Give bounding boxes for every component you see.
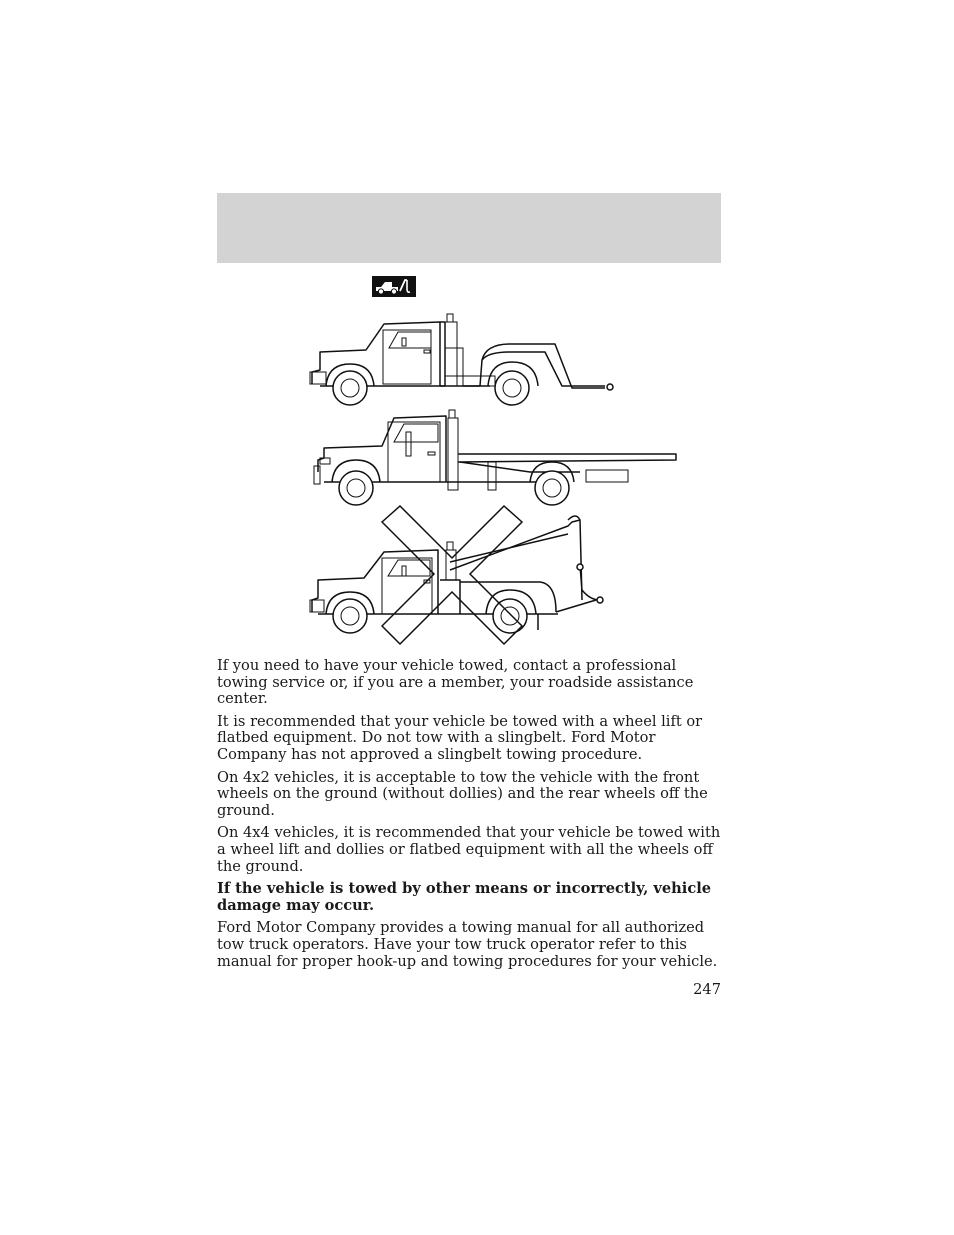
- paragraph-wheel-lift-recommendation: It is recommended that your vehicle be towed with a wheel lift or flatbed equipment. Do not tow with a slingbelt. Ford Motor Company has not approved a slingbelt towing procedure.: [217, 712, 703, 763]
- flatbed-tow-truck: [314, 410, 676, 505]
- paragraph-towing-contact: If you need to have your vehicle towed, contact a professional towing service or, if you are a member, your roadside assistance center.: [217, 657, 694, 708]
- wheel-lift-tow-truck: [310, 314, 613, 405]
- warning-paragraph: If the vehicle is towed by other means or incorrectly, vehicle damage may occur.: [217, 880, 712, 914]
- towing-illustrations: [300, 300, 700, 650]
- body-text: [217, 658, 723, 976]
- paragraph-towing-manual: Ford Motor Company provides a towing manual for all authorized tow truck operators. Have your tow truck operator refer to this manual for proper hook-up and towing procedures for your vehicle.: [217, 919, 718, 970]
- paragraph-4x4-towing: On 4x4 vehicles, it is recommended that your vehicle be towed with a wheel lift and dollies or flatbed equipment with all the wheels off the ground.: [217, 824, 721, 875]
- slingbelt-tow-truck-crossed-out: [310, 506, 603, 644]
- section-header-band: [217, 193, 721, 263]
- paragraph-4x2-towing: On 4x2 vehicles, it is acceptable to tow the vehicle with the front wheels on the ground (without dollies) and the rear wheels off the ground.: [217, 768, 708, 819]
- tow-truck-icon: [372, 276, 416, 297]
- page-number: 247: [693, 981, 721, 998]
